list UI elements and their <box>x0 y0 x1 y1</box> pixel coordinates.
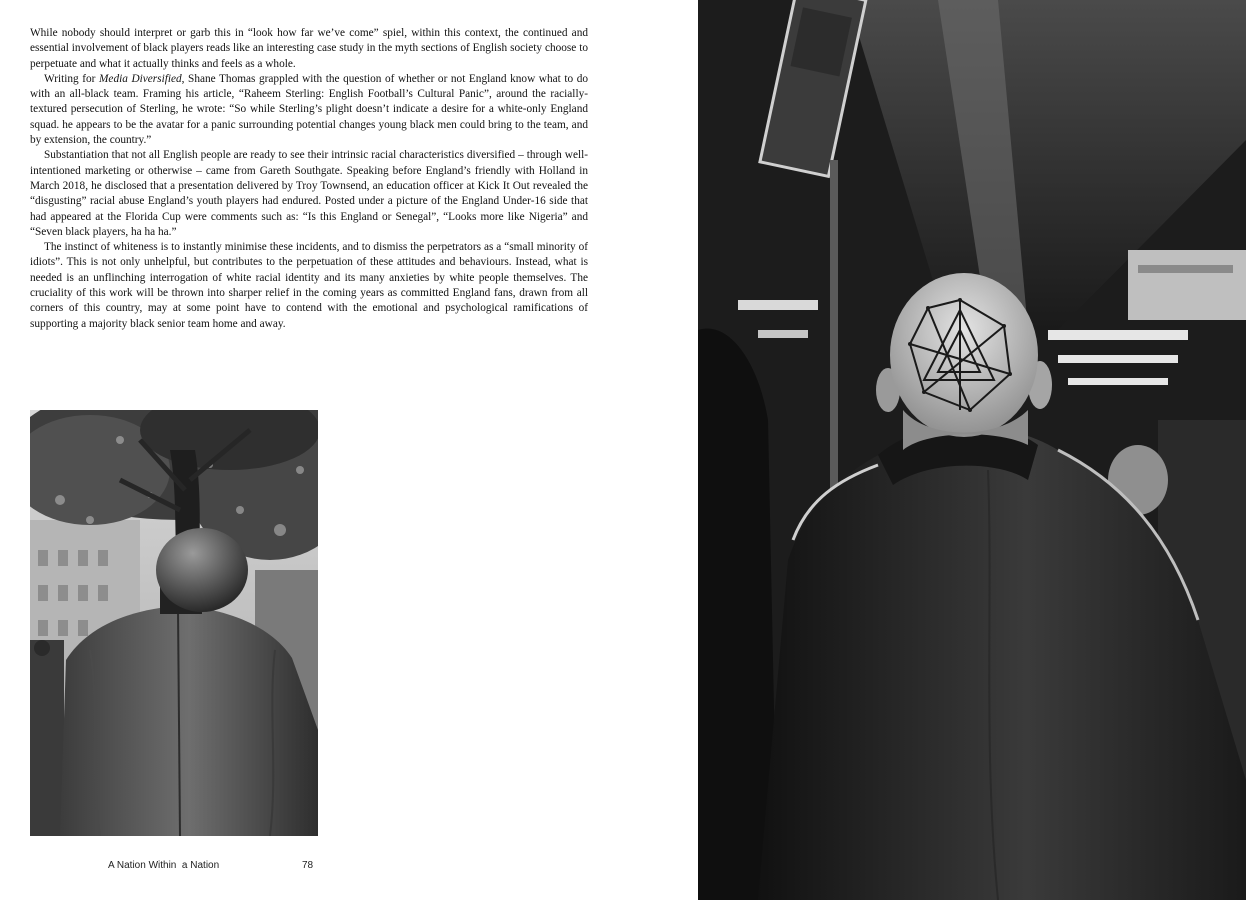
paragraph-1: While nobody should interpret or garb this in “look how far we’ve come” spiel, within this context, the continued and essential involvement of black players reads like an interesting case study in the myth sections of English society choose to perpetuate and what it actually thinks and feels as a whole. <box>30 27 588 70</box>
paragraph-4: The instinct of whiteness is to instantly minimise these incidents, and to dismiss the perpetrators as a “small minority of idiots”. This is not only unhelpful, but contributes to the perpetuation of these attitudes and behaviours. Instead, what is needed is an unflinching interrogation of white racial identity and its many anxieties by white people themselves. The cruciality of this work will be thrown into sharper relief in the coming years as committed England fans, drawn from all corners of this country, may at some point have to contend with the emotional and psychological ramifications of supporting a majority black senior team home and away. <box>30 241 588 330</box>
paragraph-2-rest: , Shane Thomas grappled with the question of whether or not England know what to do with an all-black team. Framing his article, “Raheem Sterling: English Football’s Cultural Panic”, around the racially-textured persecution of Sterling, he wrote: “So while Sterling’s plight doesn’t indicate a desire for a white-only England squad. he appears to be the avatar for a panic surrounding potential changes young black men could bring to the team, and by extension, the country.” <box>30 72 588 147</box>
photo-man-in-suit <box>30 410 318 836</box>
photo-tattooed-head-image <box>698 0 1246 900</box>
publication-name: Media Diversified <box>99 72 182 85</box>
paragraph-2 <box>30 72 588 148</box>
running-footer-title: A Nation Within a Nation <box>108 860 220 871</box>
paragraph-2-lead: Writing for <box>44 72 100 85</box>
paragraph-3: Substantiation that not all English people are ready to see their intrinsic racial characteristics diversified – through well-intentioned marketing or otherwise – came from Gareth Southgate. Speaking before England’s friendly with Holland in March 2018, he disclosed that a presentation delivered by Troy Townsend, an education officer at Kick It Out revealed the “disgusting” racial abuse England’s youth players had endured. Posted under a picture of the England Under-16 side that had appeared at the Florida Cup were comments such as: “Is this England or Senegal”, “Looks more like Nigeria” and “Seven black players, ha ha ha.” <box>30 149 588 238</box>
photo-man-in-suit-image <box>30 410 318 836</box>
body-text <box>30 26 588 332</box>
page-number: 78 <box>302 860 314 871</box>
photo-tattooed-head <box>698 0 1246 900</box>
